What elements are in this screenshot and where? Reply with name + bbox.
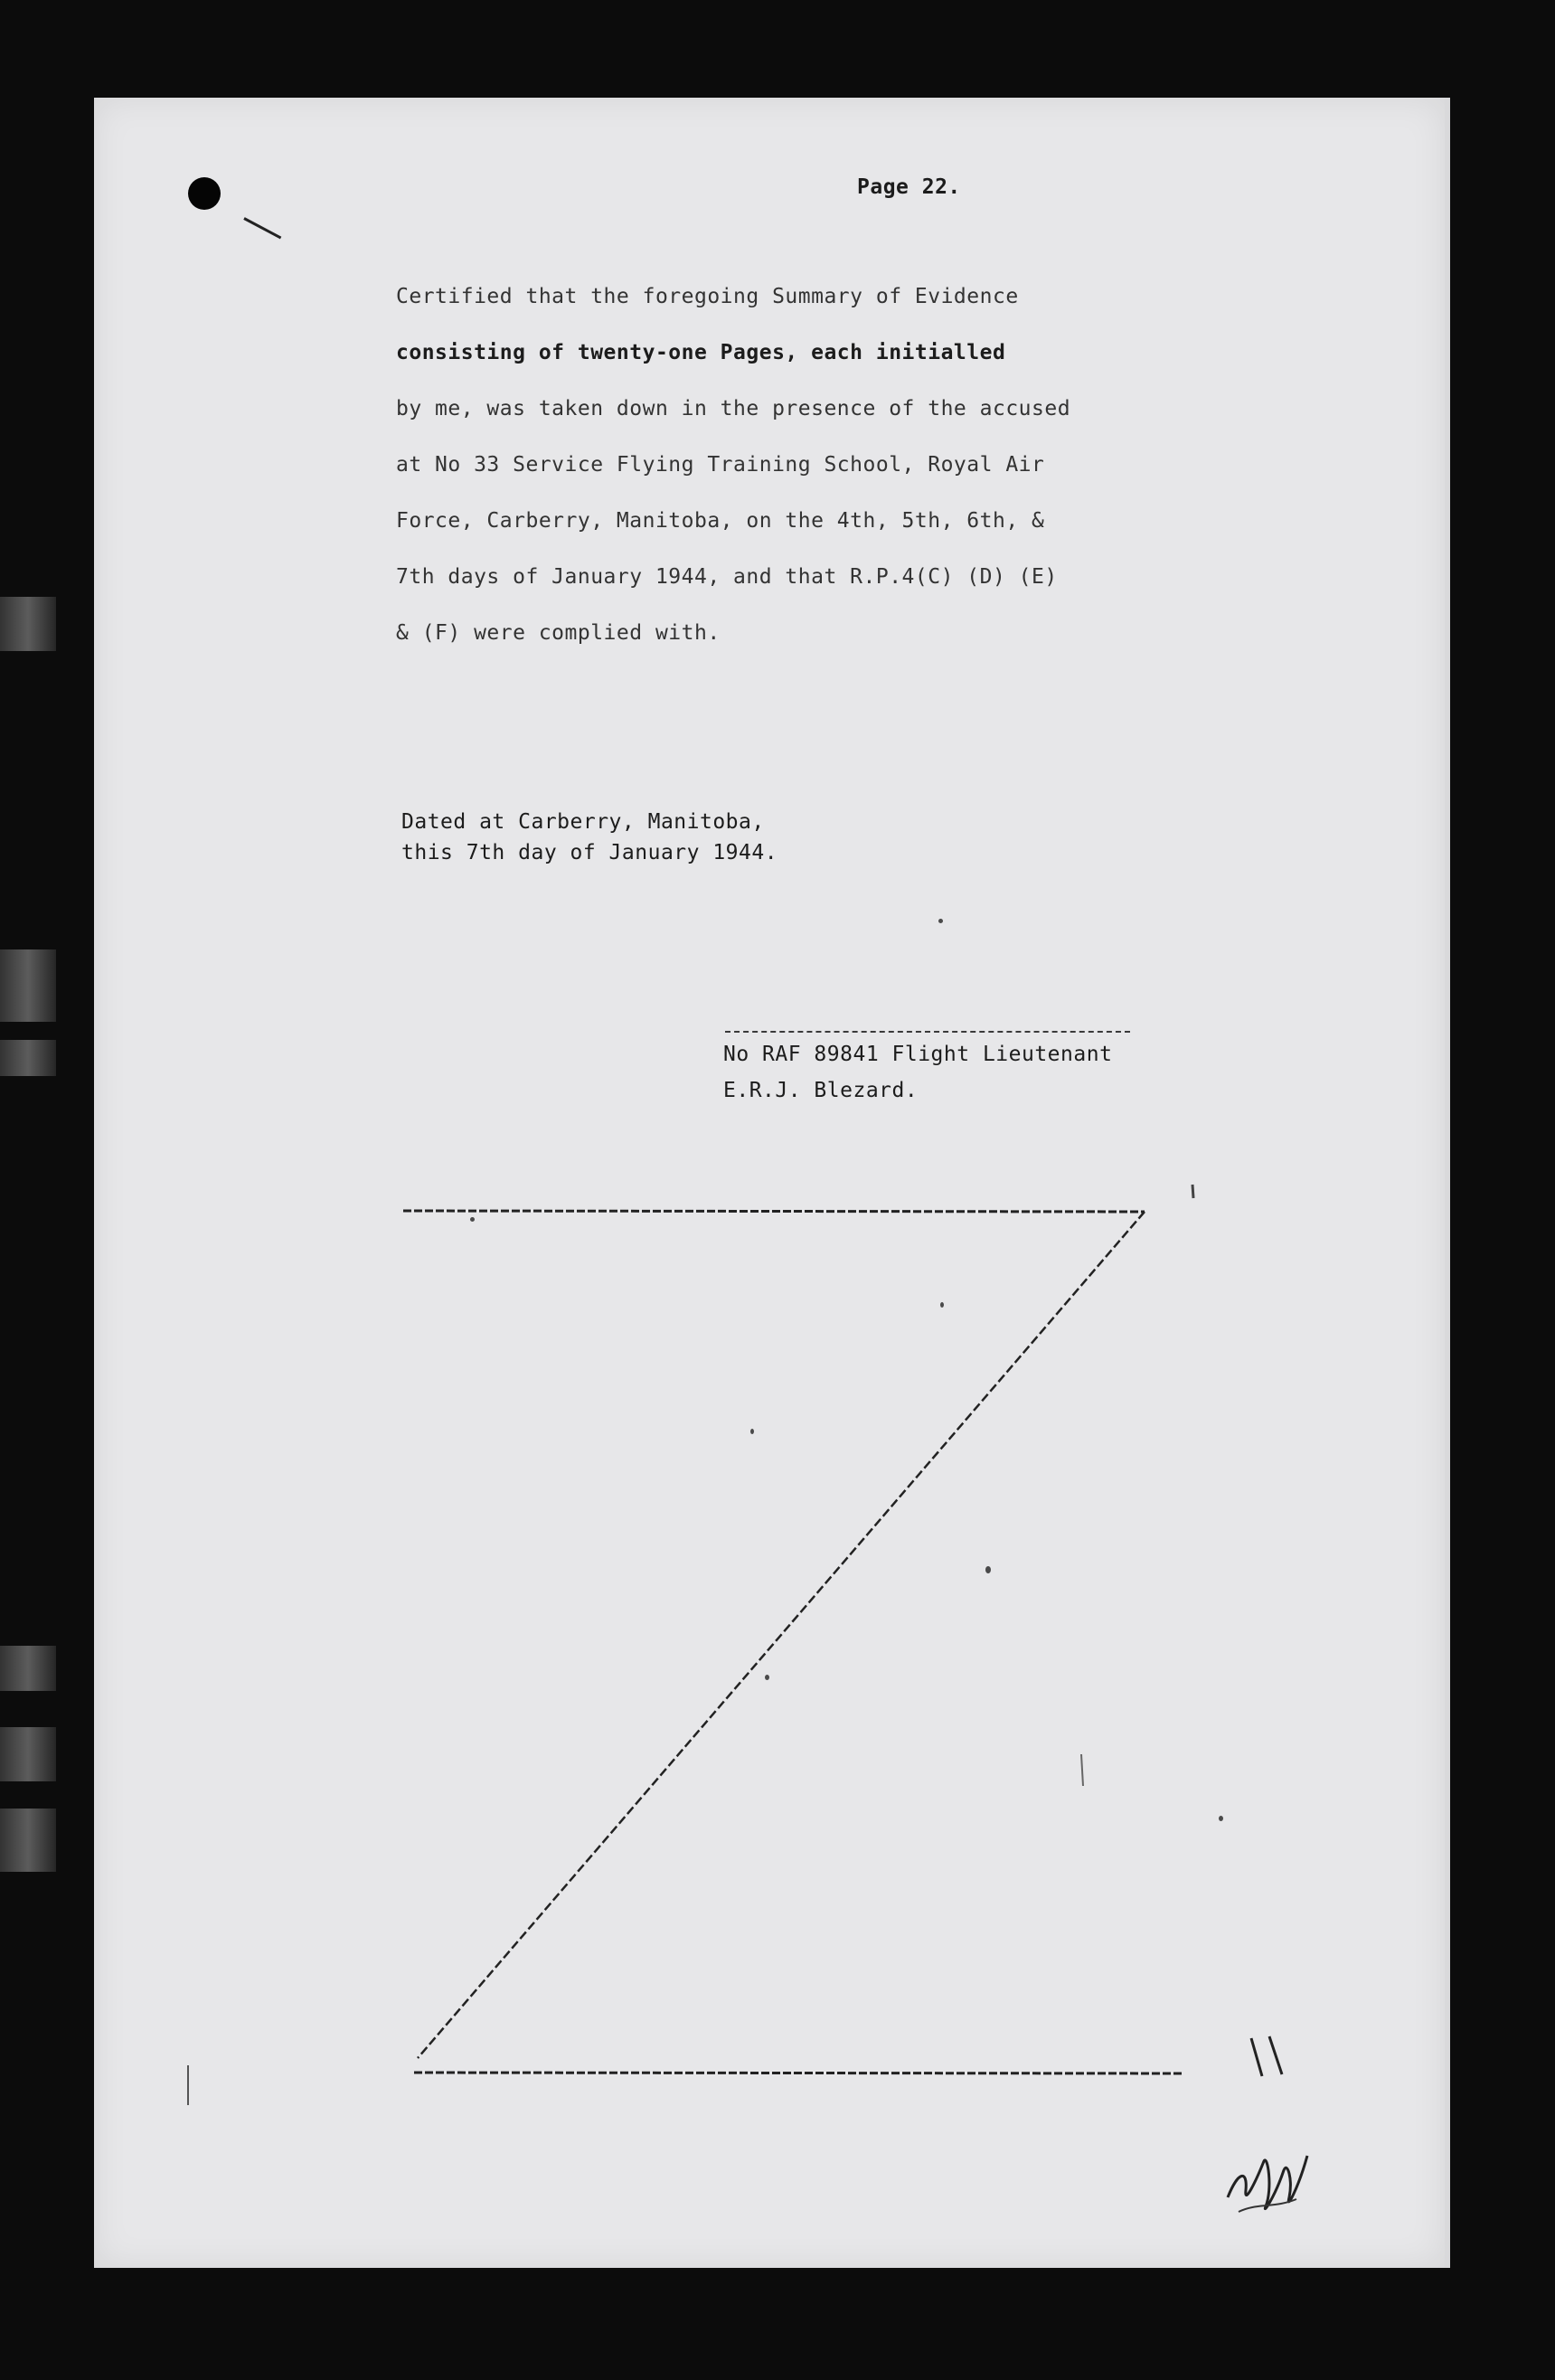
- dust-speck: [938, 919, 943, 923]
- dust-speck: [765, 1675, 769, 1680]
- dust-speck: [940, 1302, 944, 1308]
- punch-hole: [188, 177, 221, 210]
- scan-edge-strip: [0, 1646, 56, 1691]
- certification-line: & (F) were complied with.: [396, 621, 721, 645]
- dust-speck: [1219, 1816, 1223, 1821]
- dust-speck: [985, 1566, 991, 1573]
- certification-paragraph: [396, 282, 1228, 675]
- certification-line: Force, Carberry, Manitoba, on the 4th, 5th, 6th, &: [396, 509, 1045, 533]
- page-number: Page 22.: [857, 175, 961, 199]
- signature-rule: [725, 1031, 1130, 1033]
- dated-statement: [401, 807, 778, 868]
- scan-edge-strip: [0, 1809, 56, 1872]
- scan-edge-strip: [0, 597, 56, 651]
- certification-line: Certified that the foregoing Summary of Evidence: [396, 285, 1019, 308]
- dust-speck: [470, 1217, 475, 1222]
- certification-line: consisting of twenty-one Pages, each initialled: [396, 341, 1006, 364]
- scan-edge-strip: [0, 1727, 56, 1781]
- scan-edge-strip: [0, 949, 56, 1022]
- certification-line: 7th days of January 1944, and that R.P.4(C) (D) (E): [396, 565, 1058, 589]
- signature-rank-line: No RAF 89841 Flight Lieutenant: [723, 1043, 1113, 1066]
- dust-speck: [750, 1429, 754, 1434]
- dated-line: Dated at Carberry, Manitoba,: [401, 810, 765, 834]
- certification-line: by me, was taken down in the presence of the accused: [396, 397, 1071, 420]
- paper-edge: [1445, 98, 1450, 2268]
- dated-line: this 7th day of January 1944.: [401, 841, 778, 864]
- scan-edge-strip: [0, 1040, 56, 1076]
- handwritten-initials: [1220, 2134, 1320, 2234]
- certification-line: at No 33 Service Flying Training School, Royal Air: [396, 453, 1045, 477]
- signature-block: [723, 1036, 1112, 1109]
- signature-name-line: E.R.J. Blezard.: [723, 1079, 919, 1102]
- handwritten-eleven: [1242, 2031, 1296, 2085]
